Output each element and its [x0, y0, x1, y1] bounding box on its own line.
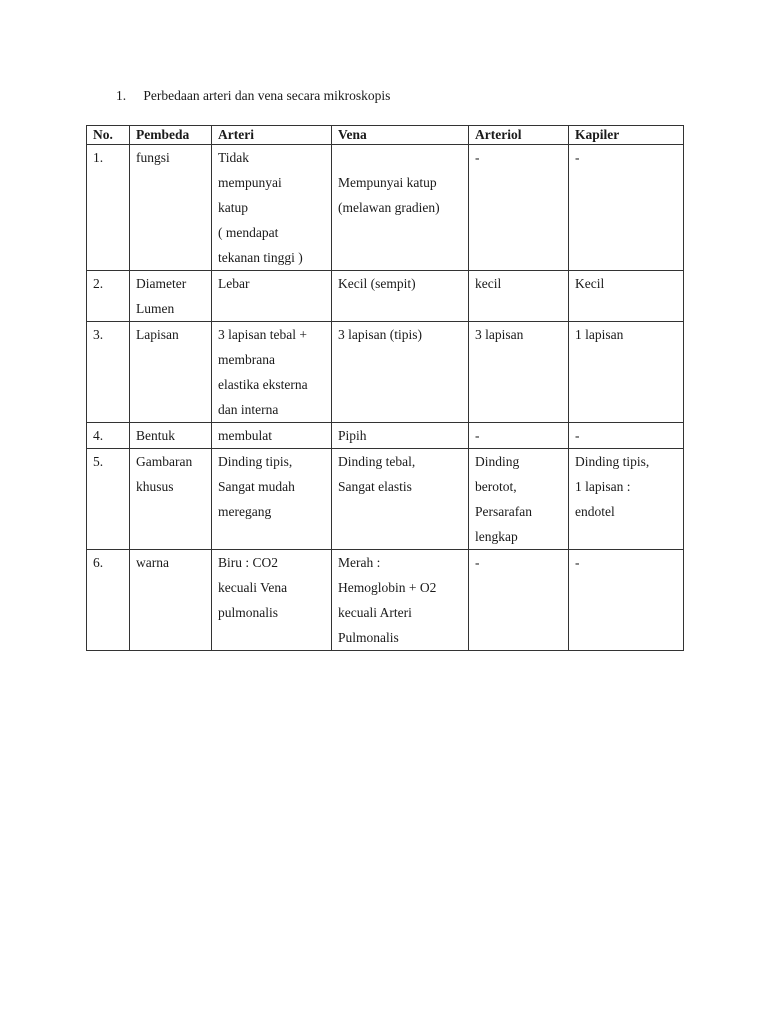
- cell-line: Pulmonalis: [338, 630, 399, 645]
- cell-line: Hemoglobin + O2: [338, 580, 437, 595]
- cell-line: 1 lapisan: [575, 327, 624, 342]
- cell-kapiler: [569, 322, 684, 423]
- cell-arteri: [212, 322, 332, 423]
- cell-line: -: [575, 555, 580, 570]
- cell-vena: [332, 145, 469, 271]
- cell-no: 4.: [87, 423, 130, 449]
- cell-line: [338, 145, 462, 170]
- cell-pembeda: [130, 449, 212, 550]
- cell-line: warna: [136, 555, 169, 570]
- cell-kapiler: [569, 271, 684, 322]
- header-vena: Vena: [332, 126, 469, 145]
- cell-line: ( mendapat: [218, 225, 279, 240]
- header-kapiler: Kapiler: [569, 126, 684, 145]
- cell-line: Merah :: [338, 555, 381, 570]
- cell-line: Pipih: [338, 428, 367, 443]
- cell-line: Lebar: [218, 276, 250, 291]
- cell-line: khusus: [136, 479, 174, 494]
- cell-line: Dinding: [475, 454, 520, 469]
- cell-line: katup: [218, 200, 248, 215]
- cell-line: -: [475, 428, 480, 443]
- cell-arteriol: [469, 322, 569, 423]
- heading-number: 1.: [116, 88, 127, 103]
- cell-line: 3 lapisan (tipis): [338, 327, 422, 342]
- header-arteri: Arteri: [212, 126, 332, 145]
- cell-vena: [332, 449, 469, 550]
- cell-line: meregang: [218, 504, 272, 519]
- cell-line: lengkap: [475, 529, 518, 544]
- cell-line: (melawan gradien): [338, 200, 440, 215]
- header-pembeda: Pembeda: [130, 126, 212, 145]
- cell-pembeda: [130, 322, 212, 423]
- cell-vena: [332, 550, 469, 651]
- table-row: [87, 550, 684, 651]
- cell-line: kecil: [475, 276, 502, 291]
- cell-line: 3 lapisan tebal +: [218, 327, 307, 342]
- cell-vena: [332, 322, 469, 423]
- cell-pembeda: [130, 550, 212, 651]
- cell-arteri: [212, 271, 332, 322]
- cell-line: endotel: [575, 504, 615, 519]
- table-row: [87, 145, 684, 271]
- cell-line: pulmonalis: [218, 605, 278, 620]
- cell-kapiler: [569, 550, 684, 651]
- table-row: [87, 423, 684, 449]
- cell-line: 1 lapisan :: [575, 479, 631, 494]
- cell-line: Lapisan: [136, 327, 179, 342]
- cell-line: -: [475, 150, 480, 165]
- cell-line: Diameter: [136, 276, 187, 291]
- table-row: [87, 322, 684, 423]
- table-row: [87, 449, 684, 550]
- cell-line: membulat: [218, 428, 272, 443]
- header-arteriol: Arteriol: [469, 126, 569, 145]
- cell-line: Bentuk: [136, 428, 175, 443]
- cell-no: 1.: [87, 145, 130, 271]
- cell-line: -: [575, 428, 580, 443]
- cell-arteriol: [469, 550, 569, 651]
- header-no: No.: [87, 126, 130, 145]
- cell-pembeda: [130, 271, 212, 322]
- cell-line: kecuali Vena: [218, 580, 288, 595]
- cell-line: elastika eksterna: [218, 377, 308, 392]
- cell-no: 6.: [87, 550, 130, 651]
- cell-line: Kecil (sempit): [338, 276, 416, 291]
- cell-kapiler: [569, 449, 684, 550]
- cell-kapiler: [569, 423, 684, 449]
- cell-arteri: [212, 550, 332, 651]
- cell-no: 2.: [87, 271, 130, 322]
- cell-pembeda: [130, 145, 212, 271]
- cell-line: membrana: [218, 352, 275, 367]
- cell-line: Persarafan: [475, 504, 532, 519]
- cell-line: tekanan tinggi ): [218, 250, 303, 265]
- cell-line: mempunyai: [218, 175, 282, 190]
- cell-line: -: [575, 150, 580, 165]
- cell-line: berotot,: [475, 479, 517, 494]
- cell-line: Dinding tipis,: [218, 454, 293, 469]
- cell-no: 5.: [87, 449, 130, 550]
- cell-line: Dinding tipis,: [575, 454, 650, 469]
- cell-line: -: [475, 555, 480, 570]
- cell-line: 3 lapisan: [475, 327, 524, 342]
- cell-line: Tidak: [218, 150, 250, 165]
- cell-line: Biru : CO2: [218, 555, 279, 570]
- cell-arteriol: [469, 145, 569, 271]
- cell-arteri: [212, 145, 332, 271]
- cell-line: Lumen: [136, 301, 175, 316]
- cell-line: dan interna: [218, 402, 279, 417]
- cell-arteri: [212, 423, 332, 449]
- cell-vena: [332, 423, 469, 449]
- cell-arteriol: [469, 271, 569, 322]
- cell-line: Kecil: [575, 276, 605, 291]
- cell-line: fungsi: [136, 150, 170, 165]
- cell-vena: [332, 271, 469, 322]
- cell-line: Gambaran: [136, 454, 193, 469]
- cell-line: Mempunyai katup: [338, 175, 437, 190]
- cell-pembeda: [130, 423, 212, 449]
- cell-line: Sangat mudah: [218, 479, 295, 494]
- cell-no: 3.: [87, 322, 130, 423]
- table-header-row: [87, 126, 684, 145]
- table-row: [87, 271, 684, 322]
- cell-line: kecuali Arteri: [338, 605, 412, 620]
- cell-line: Sangat elastis: [338, 479, 412, 494]
- cell-arteriol: [469, 449, 569, 550]
- cell-line: Dinding tebal,: [338, 454, 416, 469]
- cell-kapiler: [569, 145, 684, 271]
- cell-arteriol: [469, 423, 569, 449]
- heading-text: Perbedaan arteri dan vena secara mikroskopis: [143, 88, 391, 103]
- table-body: [87, 145, 684, 651]
- cell-arteri: [212, 449, 332, 550]
- heading: [116, 88, 390, 104]
- comparison-table: [86, 125, 684, 651]
